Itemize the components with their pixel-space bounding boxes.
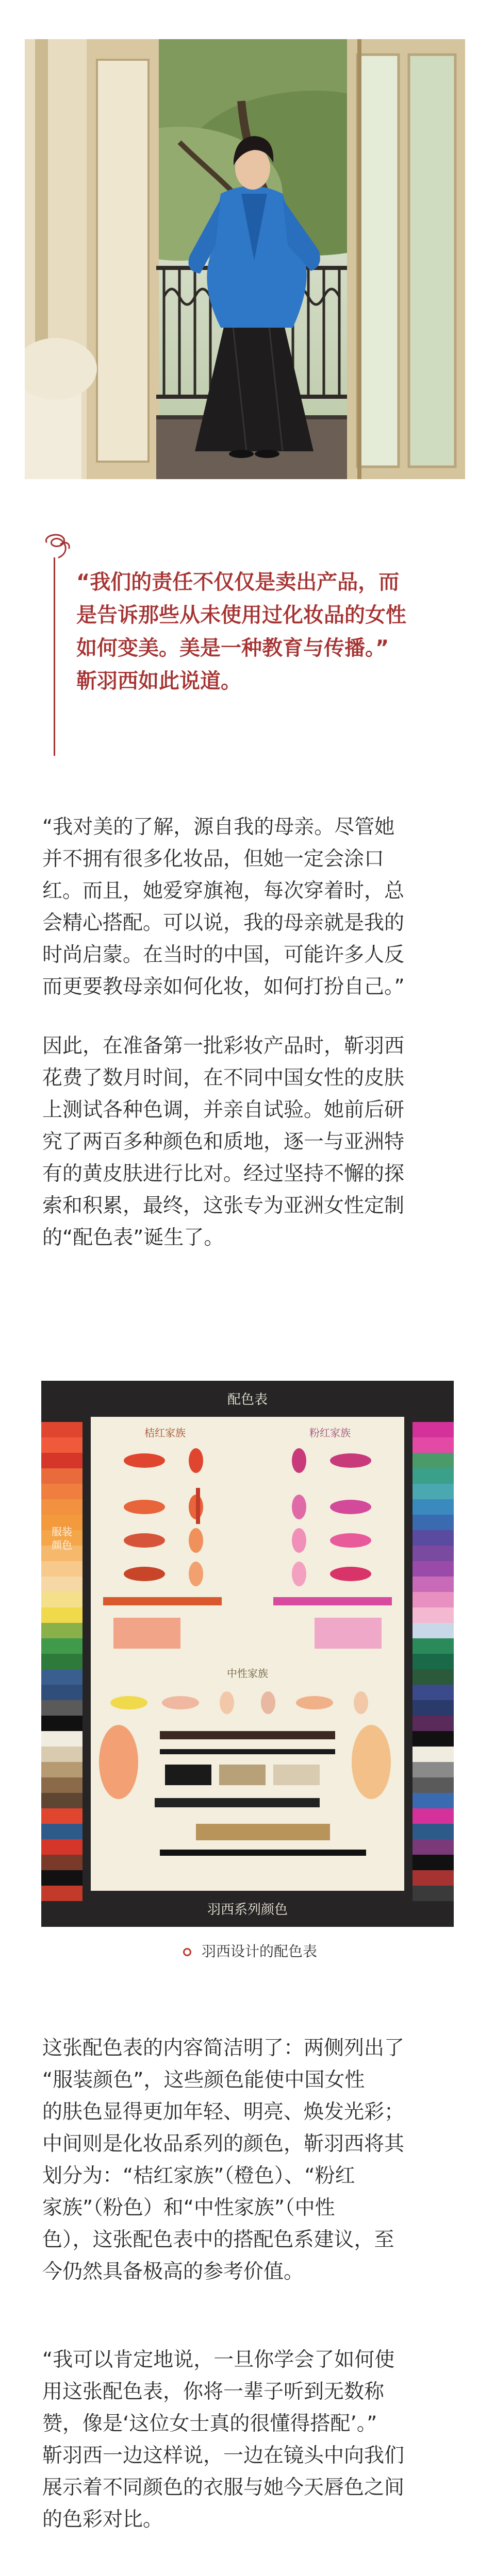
quote-mark-icon bbox=[41, 531, 72, 562]
orange-family-label: 桔红家族 bbox=[144, 1427, 186, 1439]
clothing-color-label: 服装颜色 bbox=[52, 1526, 72, 1551]
quote-accent-line bbox=[54, 557, 55, 756]
pink-family-label: 粉红家族 bbox=[309, 1427, 351, 1439]
quote-text: “我们的责任不仅仅是卖出产品，而 是告诉那些从未使用过化妆品的女性 如何变美。美是一种教育与传播。” 靳羽西如此说道。 bbox=[76, 570, 406, 693]
hero-photo-illustration bbox=[25, 39, 465, 479]
pull-quote bbox=[41, 531, 454, 752]
caption-text: 羽西设计的配色表 bbox=[202, 1943, 318, 1960]
paragraph-mother: “我对美的了解，源自我的母亲。尽管她 并不拥有很多化妆品，但她一定会涂口 红。而且，她爱穿旗袍，每次穿着时，总 会精心搭配。可以说，我的母亲就是我的 时尚启蒙。在当时的中国，可能许多人反 而更要教母亲如何化妆，如何打扮自己。” bbox=[42, 816, 405, 998]
paragraph-chart-description: 这张配色表的内容简洁明了：两侧列出了 “服装颜色”，这些颜色能使中国女性 的肤色显得更加年轻、明亮、焕发光彩； 中间则是化妆品系列的颜色，靳羽西将其 划分为：“桔红家族”（橙色）、“粉红 家族”（粉色）和“中性家族”（中性 色），这张配色表中的搭配色系建议，至 今仍然具备极高的参考价值。 bbox=[42, 2037, 405, 2283]
color-chart-image bbox=[41, 1381, 454, 1927]
image-caption bbox=[183, 1942, 317, 1961]
hero-photo bbox=[25, 39, 465, 479]
chart-title: 配色表 bbox=[227, 1392, 268, 1408]
neutral-family-label: 中性家族 bbox=[227, 1667, 268, 1680]
color-chart-illustration bbox=[41, 1381, 454, 1927]
left-clothing-swatches bbox=[41, 1422, 82, 1901]
caption-bullet-icon bbox=[183, 1948, 191, 1956]
paragraph-testing: 因此，在准备第一批彩妆产品时，靳羽西 花费了数月时间，在不同中国女性的皮肤 上测试各种色调，并亲自试验。她前后研 究了两百多种颜色和质地，逐一与亚洲特 有的黄皮肤进行比对。经过坚持不懈的探 索和积累，最终，这张专为亚洲女性定制 的“配色表”诞生了。 bbox=[42, 1035, 405, 1249]
chart-footer: 羽西系列颜色 bbox=[207, 1902, 288, 1918]
right-clothing-swatches bbox=[412, 1422, 454, 1901]
paragraph-compliment: “我可以肯定地说，一旦你学会了如何使 用这张配色表，你将一辈子听到无数称 赞，像是‘这位女士真的很懂得搭配’。” 靳羽西一边这样说，一边在镜头中向我们 展示着不同颜色的衣服与她今天唇色之间 的色彩对比。 bbox=[42, 2348, 405, 2531]
